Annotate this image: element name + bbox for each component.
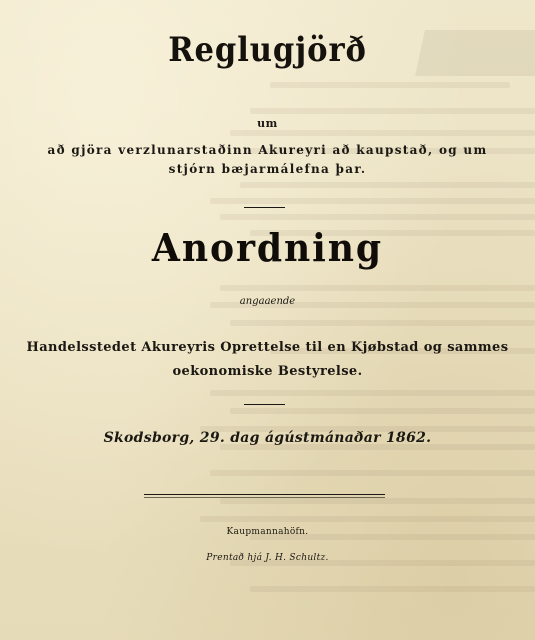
danish-subject-line-1: Handelsstedet Akureyris Oprettelse til en Kjøbstad og sammes [26,340,509,355]
word-um: um [257,117,278,130]
subtitle [0,141,535,179]
subtitle-line-2: stjórn bæjarmálefna þar. [168,162,367,176]
danish-title: Anordning [151,225,384,270]
divider-rule [244,404,285,405]
divider-rule [244,207,285,208]
place-of-printing: Kaupmannahöfn. [226,527,309,537]
danish-subject [0,336,535,384]
imprint-rule [144,494,385,495]
imprint-rule-thin [144,497,385,498]
document-title: Reglugjörð [168,30,367,70]
dateline: Skodsborg, 29. dag ágústmánaðar 1862. [103,430,432,446]
word-angaaende: angaaende [239,296,296,307]
subtitle-line-1: að gjöra verzlunarstaðinn Akureyri að kaupstað, og um [47,143,488,157]
printer-line: Prentað hjá J. H. Schultz. [206,553,329,563]
danish-subject-line-2: oekonomiske Bestyrelse. [172,364,363,379]
